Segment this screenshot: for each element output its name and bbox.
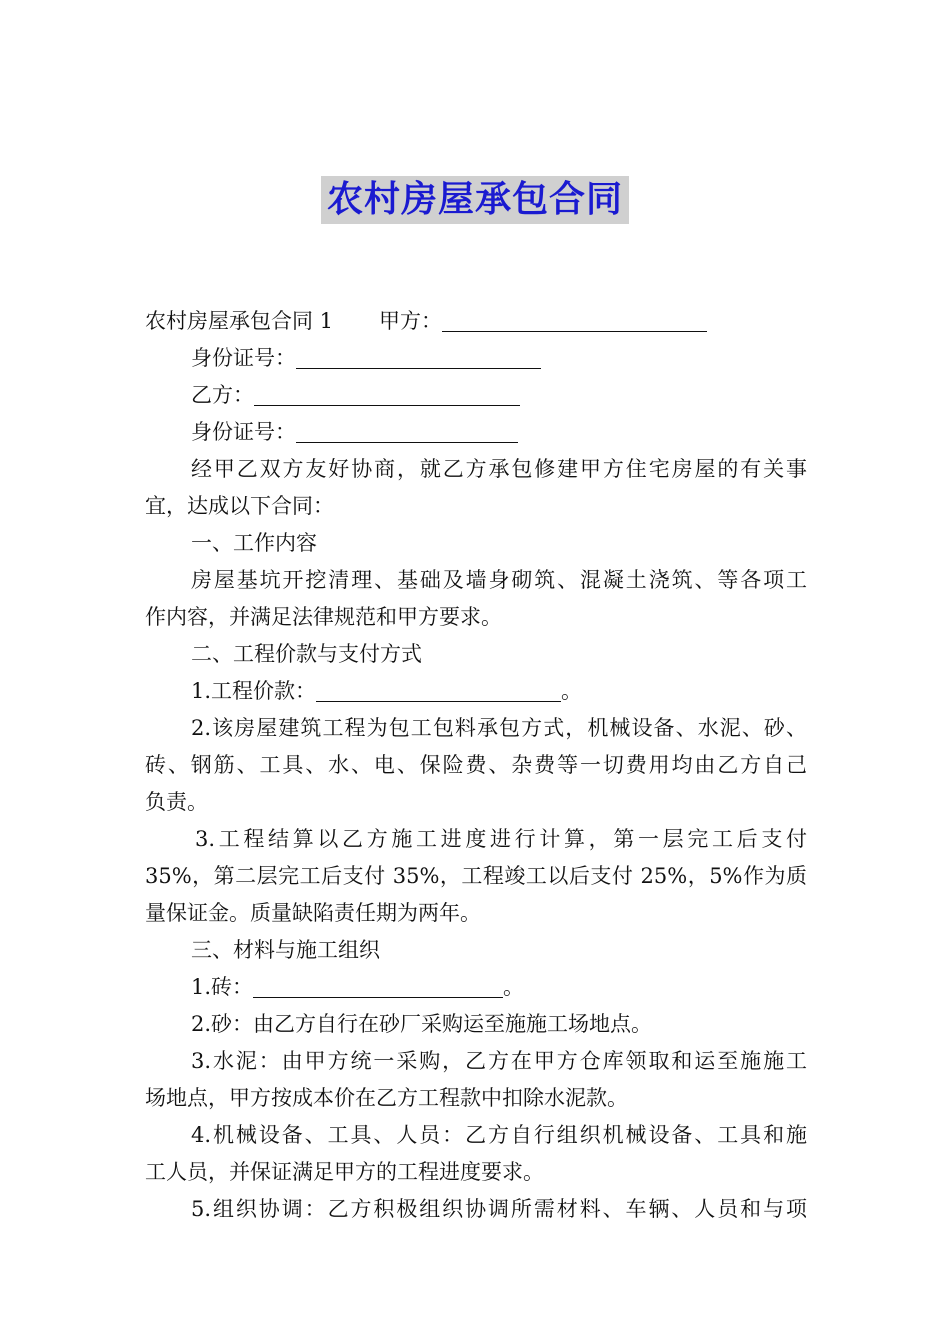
document-title: 农村房屋承包合同 bbox=[321, 176, 629, 224]
id-a-line bbox=[145, 340, 807, 377]
price-end: 。 bbox=[561, 679, 583, 703]
s1-line-1: 房屋基坑开挖清理、基础及墙身砌筑、混凝土浇筑、等各项工 bbox=[191, 568, 807, 592]
price-blank[interactable] bbox=[316, 675, 561, 702]
doc-name: 农村房屋承包合同 1 bbox=[145, 309, 334, 333]
s3-item-4-line-2: 工人员，并保证满足甲方的工程进度要求。 bbox=[145, 1160, 544, 1184]
section-3-heading: 三、材料与施工组织 bbox=[191, 938, 380, 962]
s3-item-2: 2.砂：由乙方自行在砂厂采购运至施施工场地点。 bbox=[191, 1012, 653, 1036]
brick-end: 。 bbox=[503, 975, 525, 999]
party-b-line bbox=[145, 377, 807, 414]
s2-item-1 bbox=[145, 673, 807, 710]
s3-item-1 bbox=[145, 969, 807, 1006]
s3-item-5-line-1: 5.组织协调：乙方积极组织协调所需材料、车辆、人员和与项 bbox=[191, 1197, 807, 1221]
s2-item-3-line-3: 量保证金。质量缺陷责任期为两年。 bbox=[145, 901, 481, 925]
price-label: 1.工程价款： bbox=[191, 679, 317, 703]
s1-line-2: 作内容，并满足法律规范和甲方要求。 bbox=[145, 605, 502, 629]
s3-item-3-line-2: 场地点，甲方按成本价在乙方工程款中扣除水泥款。 bbox=[145, 1086, 628, 1110]
document-body bbox=[145, 303, 807, 1228]
id-a-label: 身份证号： bbox=[191, 346, 296, 370]
brick-blank[interactable] bbox=[253, 971, 503, 998]
section-2-heading: 二、工程价款与支付方式 bbox=[191, 642, 422, 666]
intro-line-1: 经甲乙双方友好协商，就乙方承包修建甲方住宅房屋的有关事 bbox=[191, 457, 807, 481]
party-a-blank[interactable] bbox=[442, 305, 707, 332]
s3-item-4-line-1: 4.机械设备、工具、人员：乙方自行组织机械设备、工具和施 bbox=[191, 1123, 807, 1147]
id-b-line bbox=[145, 414, 807, 451]
intro-line-2: 宜，达成以下合同： bbox=[145, 494, 334, 518]
title-container bbox=[0, 176, 950, 224]
header-line bbox=[145, 303, 807, 340]
brick-label: 1.砖： bbox=[191, 975, 254, 999]
party-b-label: 乙方： bbox=[191, 383, 254, 407]
s2-item-2-line-2: 砖、钢筋、工具、水、电、保险费、杂费等一切费用均由乙方自己 bbox=[145, 753, 807, 777]
s2-item-3-line-2: 35%，第二层完工后支付 35%，工程竣工以后支付 25%，5%作为质 bbox=[145, 864, 807, 888]
s3-item-3-line-1: 3.水泥：由甲方统一采购，乙方在甲方仓库领取和运至施施工 bbox=[191, 1049, 807, 1073]
s2-item-3-line-1: 3.工程结算以乙方施工进度进行计算，第一层完工后支付 bbox=[195, 827, 807, 851]
section-1-heading: 一、工作内容 bbox=[191, 531, 317, 555]
id-a-blank[interactable] bbox=[296, 342, 541, 369]
s2-item-2-line-3: 负责。 bbox=[145, 790, 208, 814]
party-a-label: 甲方： bbox=[379, 309, 443, 333]
id-b-label: 身份证号： bbox=[191, 420, 296, 444]
s2-item-2-line-1: 2.该房屋建筑工程为包工包料承包方式，机械设备、水泥、砂、 bbox=[191, 716, 807, 740]
id-b-blank[interactable] bbox=[296, 416, 518, 443]
party-b-blank[interactable] bbox=[254, 379, 520, 406]
